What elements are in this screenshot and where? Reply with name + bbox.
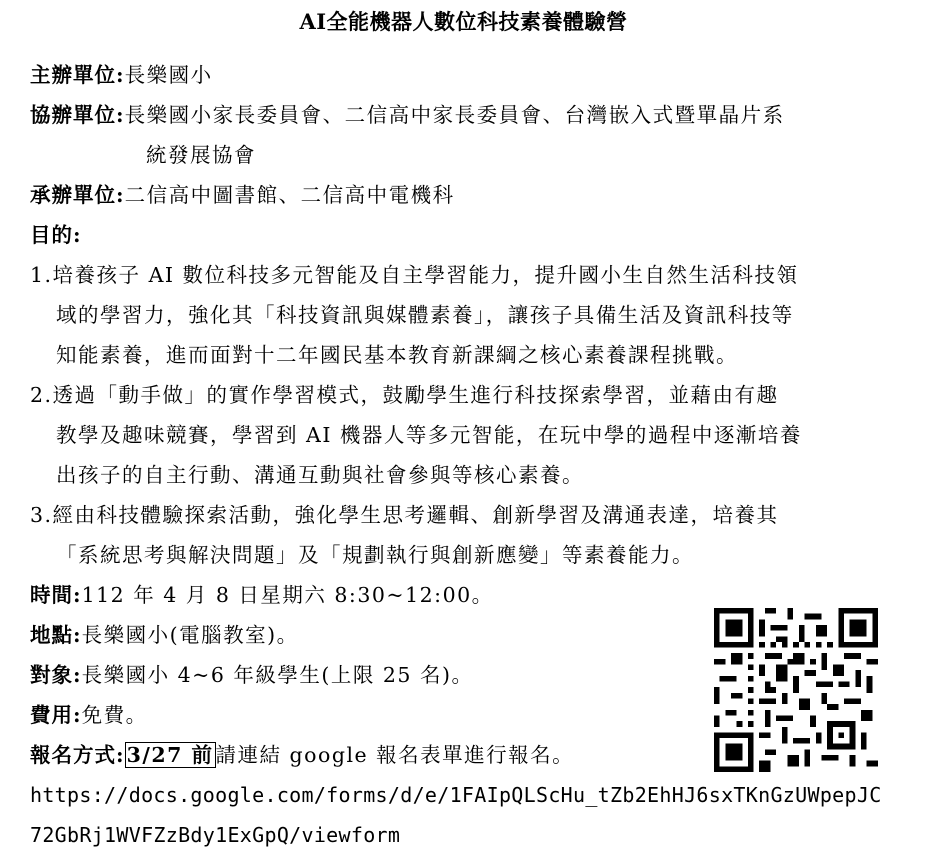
purpose-item-3-line-2: 「系統思考與解決問題」及「規劃執行與創新應變」等素養能力。 bbox=[56, 543, 694, 567]
location-value: 長樂國小(電腦教室)。 bbox=[81, 623, 299, 647]
registration-row bbox=[30, 741, 574, 769]
location-row bbox=[30, 621, 299, 649]
purpose-item-1-line-2: 域的學習力，強化其「科技資訊與媒體素養」，讓孩子具備生活及資訊科技等 bbox=[56, 303, 794, 327]
organizer-label: 主辦單位: bbox=[30, 63, 125, 87]
purpose-item-1-line-1: 1.培養孩子 AI 數位科技多元智能及自主學習能力，提升國小生自然生活科技領 bbox=[30, 263, 799, 287]
purpose-item-2-line-3: 出孩子的自主行動、溝通互動與社會參與等核心素養。 bbox=[56, 463, 584, 487]
purpose-label: 目的: bbox=[30, 223, 82, 247]
organizer-row bbox=[30, 61, 213, 89]
purpose-item-2-line-2: 教學及趣味競賽，學習到 AI 機器人等多元智能，在玩中學的過程中逐漸培養 bbox=[56, 423, 802, 447]
audience-label: 對象: bbox=[30, 663, 82, 687]
time-label: 時間: bbox=[30, 583, 82, 607]
co-organizer-value: 長樂國小家長委員會、二信高中家長委員會、台灣嵌入式暨單晶片系 bbox=[124, 103, 785, 127]
executor-value: 二信高中圖書館、二信高中電機科 bbox=[124, 183, 455, 207]
co-organizer-value-cont: 統發展協會 bbox=[146, 143, 256, 167]
purpose-item-1-line-3: 知能素養，進而面對十二年國民基本教育新課綱之核心素養課程挑戰。 bbox=[56, 343, 738, 367]
fee-value: 免費。 bbox=[81, 703, 148, 727]
organizer-value: 長樂國小 bbox=[124, 63, 213, 87]
registration-url-line-2[interactable]: 72GbRj1WVFZzBdy1ExGpQ/viewform bbox=[30, 823, 401, 847]
page-title: AI全能機器人數位科技素養體驗營 bbox=[299, 9, 628, 34]
purpose-item-2-line-1: 2.透過「動手做」的實作學習模式，鼓勵學生進行科技探索學習，並藉由有趣 bbox=[30, 383, 779, 407]
co-organizer-label: 協辦單位: bbox=[30, 103, 125, 127]
audience-row bbox=[30, 661, 474, 689]
executor-row bbox=[30, 181, 455, 209]
executor-label: 承辦單位: bbox=[30, 183, 125, 207]
registration-label: 報名方式: bbox=[30, 743, 125, 767]
registration-deadline: 3/27 前 bbox=[126, 743, 214, 767]
fee-row bbox=[30, 701, 148, 729]
time-row bbox=[30, 581, 494, 609]
registration-url-line-1[interactable]: https://docs.google.com/forms/d/e/1FAIpQLScHu_tZb2EhHJ6sxTKnGzUWpepJC bbox=[30, 783, 882, 807]
audience-value: 長樂國小 4~6 年級學生(上限 25 名)。 bbox=[81, 663, 474, 687]
time-value: 112 年 4 月 8 日星期六 8:30~12:00。 bbox=[81, 583, 494, 607]
qr-code-icon bbox=[714, 608, 878, 772]
co-organizer-row bbox=[30, 101, 785, 129]
registration-text: 請連結 google 報名表單進行報名。 bbox=[215, 743, 575, 767]
purpose-item-3-line-1: 3.經由科技體驗探索活動，強化學生思考邏輯、創新學習及溝通表達，培養其 bbox=[30, 503, 779, 527]
fee-label: 費用: bbox=[30, 703, 82, 727]
location-label: 地點: bbox=[30, 623, 82, 647]
